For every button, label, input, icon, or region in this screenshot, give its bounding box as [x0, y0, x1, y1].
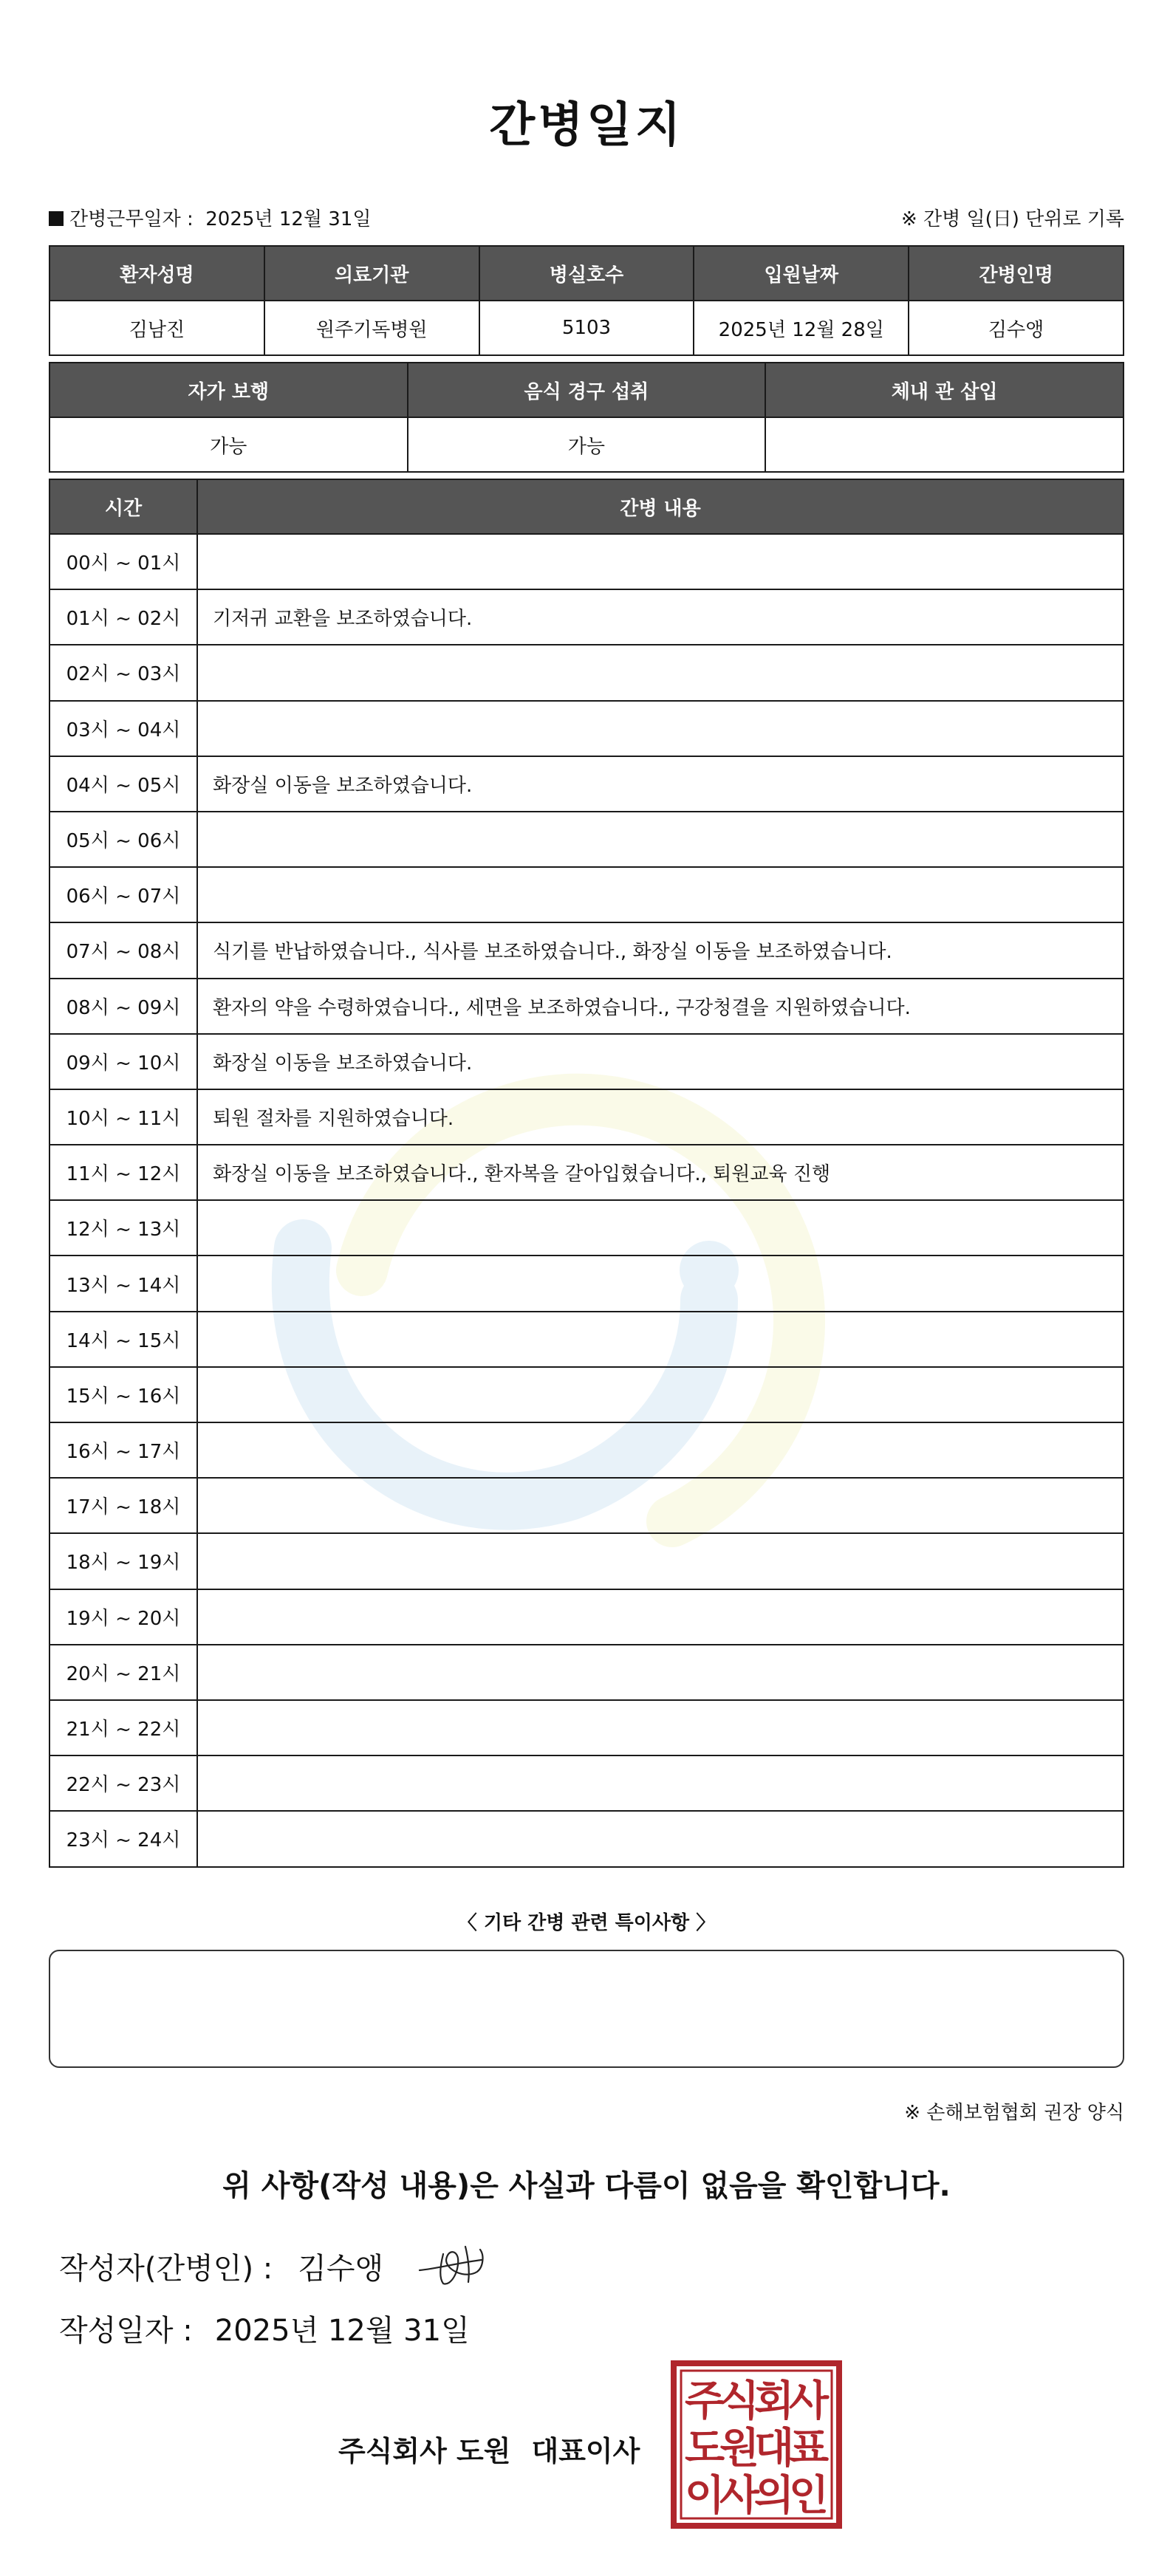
document-title: 간병일지	[489, 98, 684, 153]
care-content-cell	[197, 1367, 1124, 1422]
time-slot-cell: 09시 ~ 10시	[49, 1034, 197, 1089]
table-row	[49, 1533, 1124, 1589]
time-slot-cell: 22시 ~ 23시	[49, 1755, 197, 1811]
table-header-row	[49, 363, 1124, 417]
time-slot-cell: 17시 ~ 18시	[49, 1478, 197, 1533]
table-row	[49, 1312, 1124, 1367]
table-header-row	[49, 246, 1124, 301]
care-content-cell: 기저귀 교환을 보조하였습니다.	[197, 589, 1124, 645]
seal-glyph: 회	[753, 2377, 795, 2425]
table-row	[49, 1422, 1124, 1478]
seal-glyph: 사	[719, 2472, 760, 2520]
time-slot-cell: 01시 ~ 02시	[49, 589, 197, 645]
care-content-cell	[197, 1645, 1124, 1700]
header-hospital: 의료기관	[264, 246, 479, 301]
self-walking-value: 가능	[49, 417, 408, 472]
table-row	[49, 1034, 1124, 1089]
care-content-cell	[197, 701, 1124, 756]
care-content-cell	[197, 1755, 1124, 1811]
care-content-cell	[197, 1422, 1124, 1478]
written-date-line	[59, 2307, 470, 2349]
time-slot-cell: 12시 ~ 13시	[49, 1200, 197, 1256]
writer-name: 김수앵	[298, 2252, 384, 2286]
header-admission-date: 입원날짜	[694, 246, 909, 301]
company-name: 주식회사 도원	[338, 2435, 511, 2467]
table-row	[49, 1478, 1124, 1533]
care-content-cell	[197, 1312, 1124, 1367]
care-content-cell	[197, 534, 1124, 589]
table-row	[49, 645, 1124, 700]
table-row	[49, 812, 1124, 867]
header-time: 시간	[49, 479, 197, 534]
header-care-content: 간병 내용	[197, 479, 1124, 534]
writer-line	[59, 2245, 383, 2287]
table-row	[49, 867, 1124, 922]
patient-info-table	[49, 245, 1124, 356]
header-tube-insertion: 체내 관 삽입	[765, 363, 1124, 417]
time-slot-cell: 05시 ~ 06시	[49, 812, 197, 867]
care-content-cell	[197, 1700, 1124, 1755]
writer-label: 작성자(간병인) :	[59, 2252, 273, 2286]
seal-glyph: 사	[788, 2377, 830, 2425]
header-room-number: 병실호수	[479, 246, 694, 301]
seal-glyph: 주	[684, 2377, 725, 2425]
care-content-cell	[197, 645, 1124, 700]
table-row	[49, 1367, 1124, 1422]
handwritten-signature	[414, 2233, 502, 2292]
table-row	[49, 756, 1124, 812]
care-content-cell	[197, 812, 1124, 867]
care-content-cell	[197, 1589, 1124, 1645]
care-content-cell	[197, 1200, 1124, 1256]
written-date-value: 2025년 12월 31일	[214, 2314, 470, 2348]
table-row	[49, 701, 1124, 756]
unit-note: ※ 간병 일(日) 단위로 기록	[900, 208, 1124, 230]
seal-glyph: 대	[753, 2425, 795, 2473]
seal-glyph: 이	[684, 2472, 725, 2520]
header-patient-name: 환자성명	[49, 246, 264, 301]
special-notes-box	[49, 1950, 1124, 2068]
caregiver-name-value: 김수앵	[909, 301, 1124, 355]
table-row	[49, 1589, 1124, 1645]
table-row	[49, 1755, 1124, 1811]
table-row	[49, 301, 1124, 355]
time-slot-cell: 20시 ~ 21시	[49, 1645, 197, 1700]
table-row	[49, 1256, 1124, 1311]
table-row	[49, 417, 1124, 472]
time-slot-cell: 02시 ~ 03시	[49, 645, 197, 700]
time-slot-cell: 13시 ~ 14시	[49, 1256, 197, 1311]
care-content-cell: 화장실 이동을 보조하였습니다.	[197, 1034, 1124, 1089]
seal-glyph: 의	[753, 2472, 795, 2520]
tube-insertion-value	[765, 417, 1124, 472]
table-row	[49, 979, 1124, 1034]
written-date-label: 작성일자 :	[59, 2314, 193, 2348]
care-content-cell	[197, 1478, 1124, 1533]
header-oral-intake: 음식 경구 섭취	[408, 363, 766, 417]
header-self-walking: 자가 보행	[49, 363, 408, 417]
time-slot-cell: 10시 ~ 11시	[49, 1089, 197, 1145]
time-slot-cell: 14시 ~ 15시	[49, 1312, 197, 1367]
time-slot-cell: 00시 ~ 01시	[49, 534, 197, 589]
work-date-value: 2025년 12월 31일	[205, 208, 372, 230]
seal-glyph: 인	[788, 2472, 830, 2520]
care-content-cell: 화장실 이동을 보조하였습니다.	[197, 756, 1124, 812]
table-row	[49, 922, 1124, 978]
time-slot-cell: 08시 ~ 09시	[49, 979, 197, 1034]
oral-intake-value: 가능	[408, 417, 766, 472]
header-caregiver-name: 간병인명	[909, 246, 1124, 301]
time-slot-cell: 23시 ~ 24시	[49, 1811, 197, 1866]
company-line	[338, 2428, 640, 2469]
form-note: ※ 손해보험협회 권장 양식	[904, 2102, 1124, 2124]
table-row	[49, 1700, 1124, 1755]
time-slot-cell: 07시 ~ 08시	[49, 922, 197, 978]
table-row	[49, 589, 1124, 645]
care-content-cell	[197, 1533, 1124, 1589]
care-content-cell	[197, 1811, 1124, 1866]
seal-glyph: 도	[684, 2425, 725, 2473]
table-row	[49, 1200, 1124, 1256]
work-date-label: 간병근무일자 :	[69, 208, 194, 230]
care-content-cell: 화장실 이동을 보조하였습니다., 환자복을 갈아입혔습니다., 퇴원교육 진행	[197, 1145, 1124, 1200]
time-slot-cell: 03시 ~ 04시	[49, 701, 197, 756]
seal-glyph: 원	[719, 2425, 760, 2473]
time-slot-cell: 04시 ~ 05시	[49, 756, 197, 812]
care-log-body	[49, 534, 1124, 1867]
care-log-table	[49, 479, 1124, 1868]
table-row	[49, 1645, 1124, 1700]
time-slot-cell: 19시 ~ 20시	[49, 1589, 197, 1645]
care-content-cell: 식기를 반납하였습니다., 식사를 보조하였습니다., 화장실 이동을 보조하였습니다.	[197, 922, 1124, 978]
table-header-row	[49, 479, 1124, 534]
special-notes-title: 〈 기타 간병 관련 특이사항 〉	[457, 1912, 716, 1934]
representative-title: 대표이사	[531, 2435, 640, 2467]
seal-glyph: 식	[719, 2377, 760, 2425]
patient-name-value: 김남진	[49, 301, 264, 355]
table-row	[49, 1145, 1124, 1200]
table-row	[49, 1811, 1124, 1866]
patient-status-table	[49, 362, 1124, 473]
table-row	[49, 1089, 1124, 1145]
time-slot-cell: 16시 ~ 17시	[49, 1422, 197, 1478]
admission-date-value: 2025년 12월 28일	[694, 301, 909, 355]
care-content-cell	[197, 867, 1124, 922]
care-content-cell	[197, 1256, 1124, 1311]
confirmation-statement: 위 사항(작성 내용)은 사실과 다름이 없음을 확인합니다.	[222, 2169, 951, 2203]
time-slot-cell: 11시 ~ 12시	[49, 1145, 197, 1200]
time-slot-cell: 21시 ~ 22시	[49, 1700, 197, 1755]
time-slot-cell: 15시 ~ 16시	[49, 1367, 197, 1422]
time-slot-cell: 18시 ~ 19시	[49, 1533, 197, 1589]
work-date-line	[49, 204, 371, 231]
time-slot-cell: 06시 ~ 07시	[49, 867, 197, 922]
room-number-value: 5103	[479, 301, 694, 355]
care-content-cell: 퇴원 절차를 지원하였습니다.	[197, 1089, 1124, 1145]
company-seal-stamp	[671, 2360, 842, 2529]
square-bullet-icon	[49, 211, 64, 226]
hospital-value: 원주기독병원	[264, 301, 479, 355]
table-row	[49, 534, 1124, 589]
seal-glyph: 표	[788, 2425, 830, 2473]
care-content-cell: 환자의 약을 수령하였습니다., 세면을 보조하였습니다., 구강청결을 지원하였습니다.	[197, 979, 1124, 1034]
